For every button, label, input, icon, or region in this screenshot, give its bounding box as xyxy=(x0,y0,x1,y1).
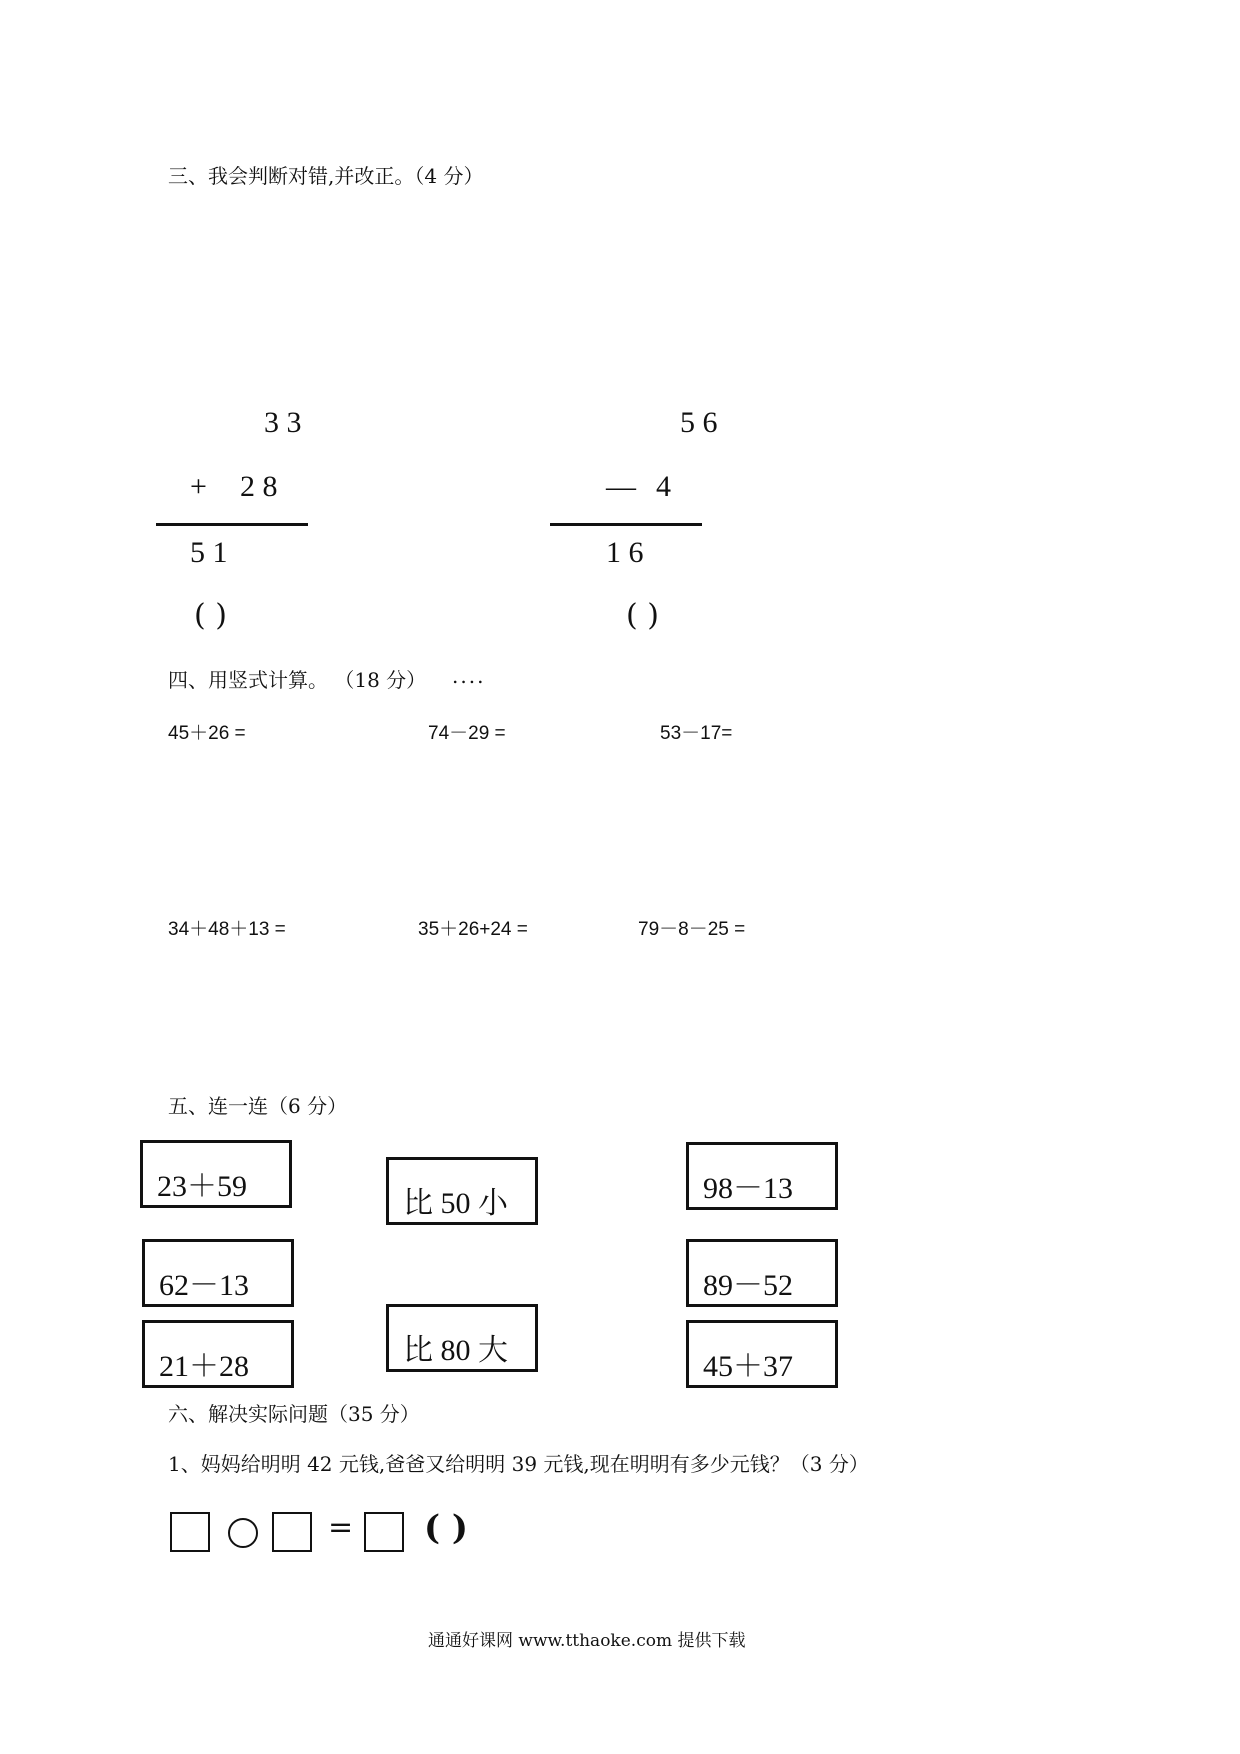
problem1-answer-parens[interactable]: ( ) xyxy=(194,598,227,633)
calc-item: 45＋26 = xyxy=(168,723,246,744)
answer-square[interactable] xyxy=(170,1512,210,1552)
calc-item: 53－17= xyxy=(660,723,733,744)
match-right-box[interactable]: 45＋37 xyxy=(686,1320,838,1388)
section3-title: 三、我会判断对错,并改正。（4 分） xyxy=(168,164,484,188)
calc-item: 34＋48＋13 = xyxy=(168,919,286,940)
operator-circle[interactable] xyxy=(228,1518,258,1548)
problem1-operator: + xyxy=(190,470,207,503)
match-middle-box[interactable]: 比 80 大 xyxy=(386,1304,538,1372)
problem2-top: 5 6 xyxy=(680,406,718,439)
problem2-operator: — xyxy=(606,470,636,503)
match-right-box[interactable]: 98－13 xyxy=(686,1142,838,1210)
section4-dots: .... xyxy=(452,664,486,688)
problem2-line xyxy=(550,523,702,526)
question-1: 1、妈妈给明明 42 元钱,爸爸又给明明 39 元钱,现在明明有多少元钱？（3 分） xyxy=(168,1452,869,1476)
problem1-line xyxy=(156,523,308,526)
match-left-box[interactable]: 23＋59 xyxy=(140,1140,292,1208)
match-right-box[interactable]: 89－52 xyxy=(686,1239,838,1307)
calc-item: 74－29 = xyxy=(428,723,506,744)
match-middle-box[interactable]: 比 50 小 xyxy=(386,1157,538,1225)
equals-sign: = xyxy=(328,1510,354,1545)
problem1-result: 5 1 xyxy=(190,536,228,569)
match-left-box[interactable]: 21＋28 xyxy=(142,1320,294,1388)
calc-item: 79－8－25 = xyxy=(638,919,746,940)
section6-title: 六、解决实际问题（35 分） xyxy=(168,1402,420,1426)
unit-answer-parens[interactable]: ( ) xyxy=(424,1508,469,1548)
answer-square[interactable] xyxy=(364,1512,404,1552)
match-left-box[interactable]: 62－13 xyxy=(142,1239,294,1307)
problem2-result: 1 6 xyxy=(606,536,644,569)
problem1-second: 2 8 xyxy=(240,470,278,503)
footer-text: 通通好课网 www.tthaoke.com 提供下载 xyxy=(428,1631,746,1651)
calc-item: 35＋26+24 = xyxy=(418,919,528,940)
problem1-top: 3 3 xyxy=(264,406,302,439)
problem2-answer-parens[interactable]: ( ) xyxy=(626,598,659,633)
answer-square[interactable] xyxy=(272,1512,312,1552)
problem2-second: 4 xyxy=(656,470,671,503)
section5-title: 五、连一连（6 分） xyxy=(168,1094,348,1118)
section4-title: 四、用竖式计算。 （18 分） xyxy=(168,668,427,692)
